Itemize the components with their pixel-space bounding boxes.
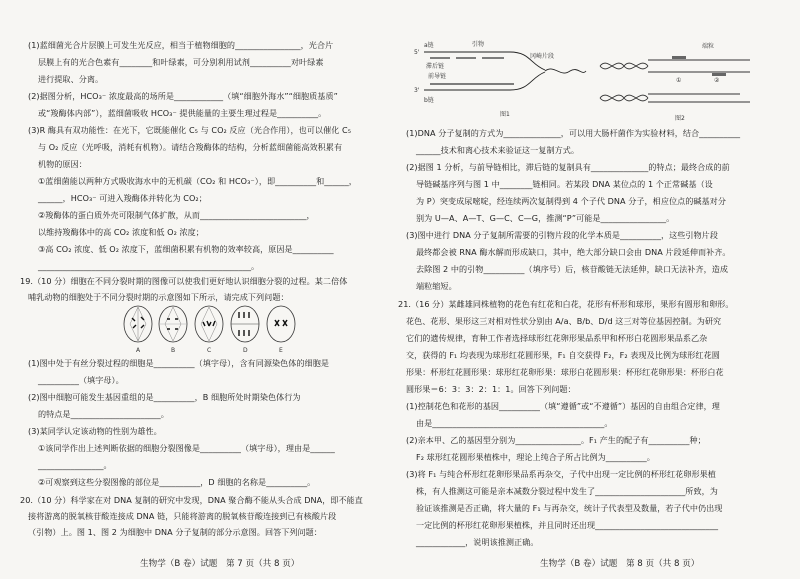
q18-line: ③高 CO₂ 浓度、低 O₂ 浓度下，蓝细菌积累有机物的效率较高，原因是__________ <box>38 244 334 254</box>
cell-b <box>159 306 187 342</box>
label-leading: 前导链 <box>428 73 447 80</box>
q21-line: 它们的遗传规律，育种工作者选择球形红花卵形果品系甲和杯形白花圆形果品系乙杂 <box>406 333 708 343</box>
label-b-strand: b链 <box>424 97 434 104</box>
label-a-strand: a链 <box>424 42 434 49</box>
q18-line: 或“羧酶体内部”），蓝细菌吸收 HCO₃⁻ 提供能量的主要生理过程是__________。 <box>38 108 327 118</box>
q21-line: 圆形果＝6：3：3：2：1：1。回答下列问题： <box>406 384 576 394</box>
q21-line: 验证该推测是否正确，将大量的 F₁ 与再杂交，统计子代表型及数量，若子代中仍出现 <box>416 503 723 513</box>
q20-line: (2)据图 1 分析，与前导链相比，滞后链的复制具有______________的特点；最终合成的前 <box>406 162 730 172</box>
cell-d <box>231 306 259 342</box>
cell-label-b: B <box>171 347 176 354</box>
q21-line: F₂ 球形红花圆形果植株中，理论上纯合子所占比例为__________。 <box>416 452 655 462</box>
q19-line: (3)某同学认定该动物的性别为雄性。 <box>28 426 162 436</box>
q19-line: ②可观察到这些分裂图像的部位是__________，D 细胞的名称是__________。 <box>38 477 316 487</box>
q20-line: 为 P）突变成尿嘧啶，经连续两次复制得到 4 个子代 DNA 分子，相应位点的碱基对分 <box>416 196 726 206</box>
q19-line: (2)图中细胞可能发生基因重组的是__________，B 细胞所处时期染色体行为 <box>28 392 301 402</box>
label-circle-1: ① <box>676 77 682 84</box>
label-5prime: 5' <box>414 49 420 56</box>
q20-line: 导链碱基序列与图 1 中________链相同。若某段 DNA 某位点的 1 个正常碱基（设 <box>416 179 713 189</box>
q20-line: 端粒缩短。 <box>416 281 457 291</box>
q21-line: (1)控制花色和花形的基因__________（填“遵循”或“不遵循”）基因的自由组合定律，理 <box>406 401 720 411</box>
q18-line: (1)蓝细菌光合片层膜上可发生光反应，相当于植物细胞的________________，光合片 <box>28 40 334 50</box>
q21-line: 一定比例的杯形红花卵形果植株，并且同时还出现______________________________ <box>416 520 719 530</box>
primer-1 <box>672 56 686 59</box>
q18-line: 层膜上有的光合色素有________和叶绿素，可分别利用试剂__________对叶绿素 <box>38 57 324 67</box>
q20-line: （引物）上。图 1、图 2 为细胞中 DNA 分子复制的部分示意图。回答下列问题： <box>28 527 322 537</box>
figure-1 <box>414 40 586 118</box>
cell-label-e: E <box>279 347 283 354</box>
q21-line: 形果：杯形红花圆形果：球形红花卵形果：球形白花圆形果：杯形红花卵形果：杯形白花 <box>406 367 724 377</box>
label-primer: 引物 <box>472 41 485 48</box>
q18-line: ②羧酶体的蛋白质外壳可限制气体扩散，从而__________________________， <box>38 210 315 220</box>
q21-line: 花色、花形、果形这三对相对性状分别由 A/a、B/b、D/d 这三对等位基因控制。为研究 <box>406 316 722 326</box>
label-3prime: 3' <box>414 87 420 94</box>
q19-line: 哺乳动物的细胞处于不同分裂时期的示意图如下所示，请完成下列问题： <box>28 292 289 302</box>
q20-line: 别为 U—A、A—T、G—C、C—G，推测“P”可能是________________。 <box>416 213 675 223</box>
label-telomere: 端粒 <box>702 43 715 50</box>
cell-division-figure <box>120 304 300 356</box>
q18-line: (3)R 酶具有双功能性：在光下，它既能催化 C₅ 与 CO₂ 反应（光合作用），也可以催化 C₅ <box>28 125 351 135</box>
figure-1-caption: 图1 <box>500 111 510 118</box>
q20-line: 接将游离的脱氧核苷酸连接成 DNA 链，只能将游离的脱氧核苷酸连接到已有核酸片段 <box>28 511 337 521</box>
label-circle-2: ② <box>714 77 720 84</box>
q18-line: 机物的原因： <box>38 159 87 169</box>
label-okazaki: 冈崎片段 <box>530 53 555 60</box>
cell-label-d: D <box>243 347 248 354</box>
figure-2-caption: 图2 <box>675 115 685 122</box>
cell-a <box>124 306 152 342</box>
q21-line: (2)亲本甲、乙的基因型分别为________________。F₁ 产生的配子有__________种； <box>406 435 706 445</box>
q18-line: ______，HCO₃⁻ 可进入羧酶体并转化为 CO₂； <box>38 193 207 203</box>
cell-c <box>195 306 223 342</box>
figure-2 <box>600 42 750 122</box>
q21-line: (3)将 F₁ 与纯合杯形红花卵形果品系再杂交，子代中出现一定比例的杯形红花卵形果植 <box>406 469 716 479</box>
cell-label-c: C <box>207 347 212 354</box>
q18-line: ①蓝细菌能以两种方式吸收海水中的无机碳（CO₂ 和 HCO₃⁻），即__________和______， <box>38 176 357 186</box>
q20-line: (3)图中进行 DNA 分子复制所需要的引物片段的化学本质是__________，这些引物片段 <box>406 230 718 240</box>
q21-line: 由是__________________________________________。 <box>416 418 613 428</box>
cell-label-a: A <box>136 347 141 354</box>
q21-line: ____________，说明该推测正确。 <box>416 537 539 547</box>
q18-line: 进行提取、分离。 <box>38 74 104 84</box>
q18-line: ____________________________________________________。 <box>38 261 260 271</box>
q21-line: 株，有人推测这可能是亲本减数分裂过程中发生了______________________所致，为 <box>416 486 718 496</box>
q18-line: 以维持羧酶体中的高 CO₂ 浓度和低 O₂ 浓度； <box>38 227 204 237</box>
footer-left: 生物学（B 卷）试题 第 7 页（共 8 页） <box>140 559 300 569</box>
primer-2 <box>712 73 726 76</box>
q20-line: (1)DNA 分子复制的方式为______________，可以用大肠杆菌作为实验材料，结合__________ <box>406 128 741 138</box>
footer-right: 生物学（B 卷）试题 第 8 页（共 8 页） <box>540 559 700 569</box>
q19-line: 的特点是______________________。 <box>38 409 169 419</box>
q19-line: ________________。 <box>38 460 112 470</box>
label-lagging: 滞后链 <box>426 63 445 70</box>
q21-line: 交，获得的 F₁ 均表现为球形红花圆形果，F₁ 自交获得 F₂，F₂ 表现及比例为球形红花圆 <box>406 350 720 360</box>
dna-replication-figure <box>410 36 770 122</box>
cell-e <box>267 306 295 342</box>
q19-line: (1)图中处于有丝分裂过程的细胞是__________（填字母），含有同源染色体的细胞是 <box>28 358 329 368</box>
q20-line: 去除图 2 中的引物__________（填序号）后，核苷酸链无法延伸，缺口无法补齐，造成 <box>416 264 729 274</box>
q18-line: 与 O₂ 反应（光呼吸，消耗有机物）。请结合羧酶体的结构，分析蓝细菌能高效积累有 <box>38 142 343 152</box>
q18-line: (2)据图分析，HCO₃⁻ 浓度最高的场所是____________（填“细胞外海水”“细胞质基质” <box>28 91 338 101</box>
q19-line: ①该同学作出上述判断依据的细胞分裂图像是__________（填字母），理由是______ <box>38 443 335 453</box>
q20-line: ______技术和离心技术来验证这一复制方式。 <box>416 145 580 155</box>
q19-line: __________（填字母）。 <box>38 375 124 385</box>
q21-line: 21.（16 分）某雌雄同株植物的花色有红花和白花，花形有杯形和球形，果形有圆形和卵形。 <box>398 299 734 309</box>
q20-line: 20.（10 分）科学家在对 DNA 复制的研究中发现，DNA 聚合酶不能从头合成 DNA，即不能直 <box>20 495 363 505</box>
q20-line: 最终都会被 RNA 酶水解而形成缺口，其中，绝大部分缺口会由 DNA 片段延伸而补齐。 <box>416 247 731 257</box>
q19-line: 19.（10 分）细胞在不同分裂时期的图像可以使我们更好地认识细胞分裂的过程。某二倍体 <box>20 276 348 286</box>
